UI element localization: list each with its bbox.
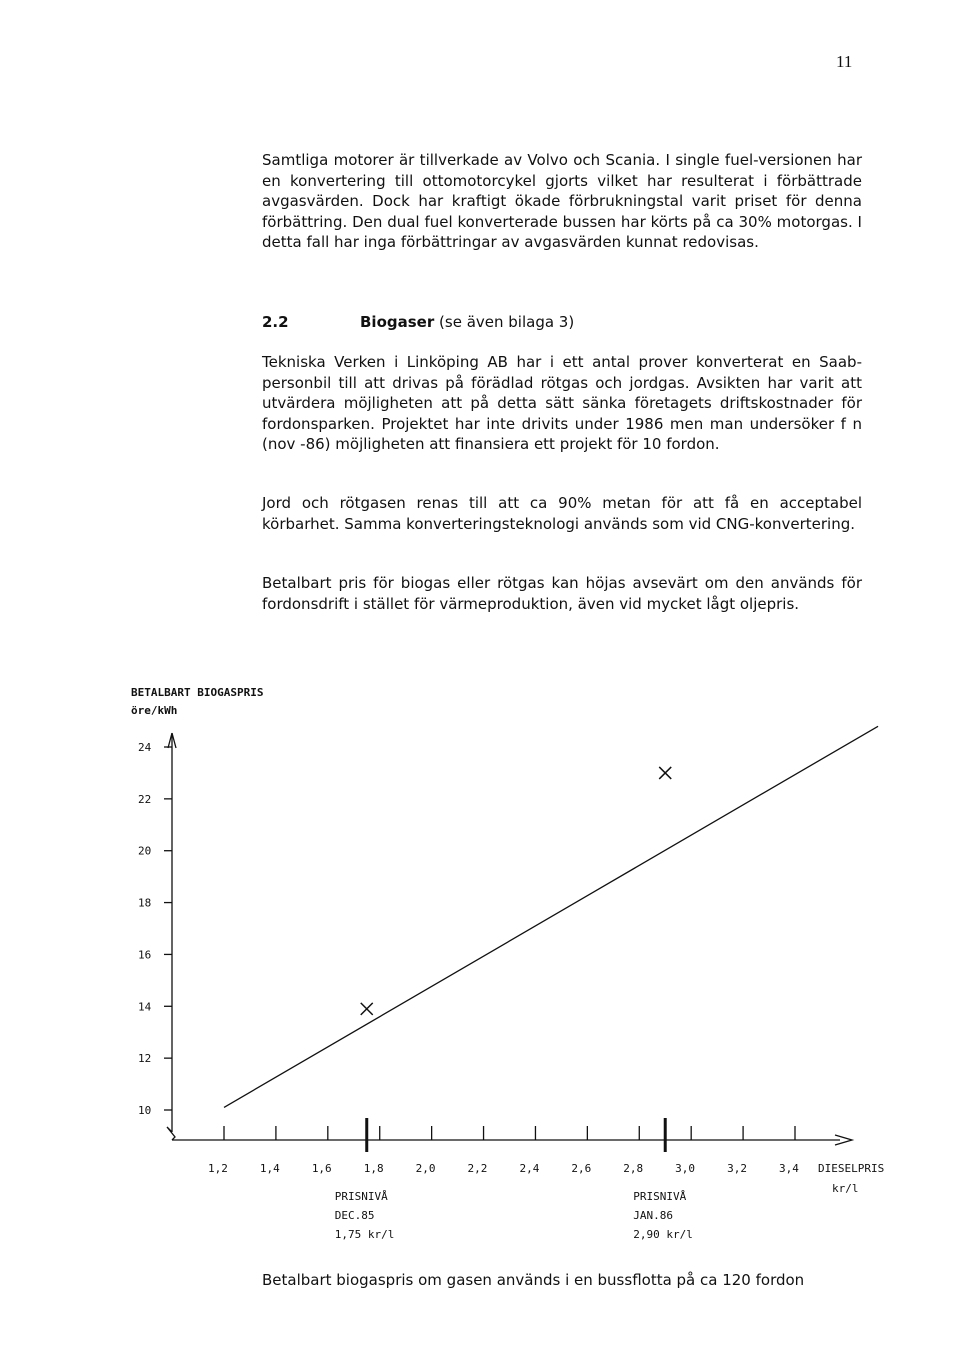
x-axis-title: DIESELPRIS [818,1162,885,1175]
x-tick-label-2-6: 2,6 [571,1162,592,1175]
y-tick-label-22: 22 [138,792,152,806]
x-axis-unit: kr/l [832,1182,859,1195]
price-level-label-1-0: PRISNIVÅ [633,1190,687,1203]
series-line-0 [224,726,878,1107]
x-tick-label-2-8: 2,8 [623,1162,644,1175]
chart-caption: Betalbart biogaspris om gasen används i en bussflotta på ca 120 fordon [262,1271,805,1289]
y-tick-label-12: 12 [138,1052,152,1066]
y-tick-label-16: 16 [138,948,152,962]
x-tick-label-3-0: 3,0 [675,1162,696,1175]
y-tick-label-10: 10 [138,1104,152,1117]
y-axis-break [167,1127,175,1140]
x-tick-label-3-2: 3,2 [727,1162,747,1175]
section-number: 2.2 [262,313,289,331]
price-level-label-1-2: 2,90 kr/l [633,1228,693,1241]
price-level-label-0-1: DEC.85 [334,1209,375,1222]
section-subtitle: (se även bilaga 3) [439,313,575,331]
chart-y-unit: öre/kWh [131,704,178,717]
y-tick-label-24: 24 [138,741,152,754]
x-tick-label-1-8: 1,8 [363,1162,384,1175]
y-tick-label-20: 20 [138,844,152,858]
marked-point-1 [659,767,671,779]
x-tick-label-1-4: 1,4 [259,1162,280,1175]
x-tick-label-1-2: 1,2 [208,1162,228,1175]
price-level-label-0-2: 1,75 kr/l [334,1228,395,1241]
x-tick-label-2-2: 2,2 [467,1162,488,1175]
page-number: 11 [836,52,853,71]
price-level-label-0-0: PRISNIVÅ [334,1190,388,1203]
marked-point-0 [361,1003,373,1015]
x-tick-label-1-6: 1,6 [311,1162,332,1175]
paragraph-payable-price: Betalbart pris för biogas eller rötgas kan höjas avsevärt om den används för fordonsdrift i stället för värmeproduktion, även vid mycket lågt oljepris. [262,574,862,613]
chart-y-label: BETALBART BIOGASPRIS [131,686,264,699]
y-tick-label-18: 18 [138,896,152,910]
y-tick-label-14: 14 [138,1000,152,1014]
paragraph-gas-cleaning: Jord och rötgasen renas till att ca 90% metan för att få en acceptabel körbarhet. Samma konverteringsteknologi används som vid CNG-konvertering. [262,494,862,533]
paragraph-engines: Samtliga motorer är tillverkade av Volvo och Scania. I single fuel-versionen har en konvertering till ottomotorcykel gjorts vilket har resulterat i förbättrade avgasvärden. Dock har kraftigt ökade förbrukningstal varit priset för denna förbättring. Den dual fuel konverterade bussen har körts på ca 30% motorgas. I detta fall har inga förbättringar av avgasvärden kunnat redovisas. [262,151,862,251]
price-level-label-1-1: JAN.86 [633,1209,673,1222]
x-tick-label-2-4: 2,4 [519,1162,540,1175]
x-tick-label-3-4: 3,4 [779,1162,799,1175]
paragraph-tekniska-verken: Tekniska Verken i Linköping AB har i ett antal prover konverterat en Saab-personbil till att drivas på förädlad rötgas och jordgas. Avsikten har varit att utvärdera möjligheten att på detta sätt sänka företagets driftskostnader för fordonsparken. Projektet har inte drivits under 1986 men man undersöker f n (nov -86) möjligheten att finansiera ett projekt för 10 fordon. [262,353,862,453]
section-title: Biogaser [360,313,435,331]
x-tick-label-2-0: 2,0 [415,1162,436,1175]
